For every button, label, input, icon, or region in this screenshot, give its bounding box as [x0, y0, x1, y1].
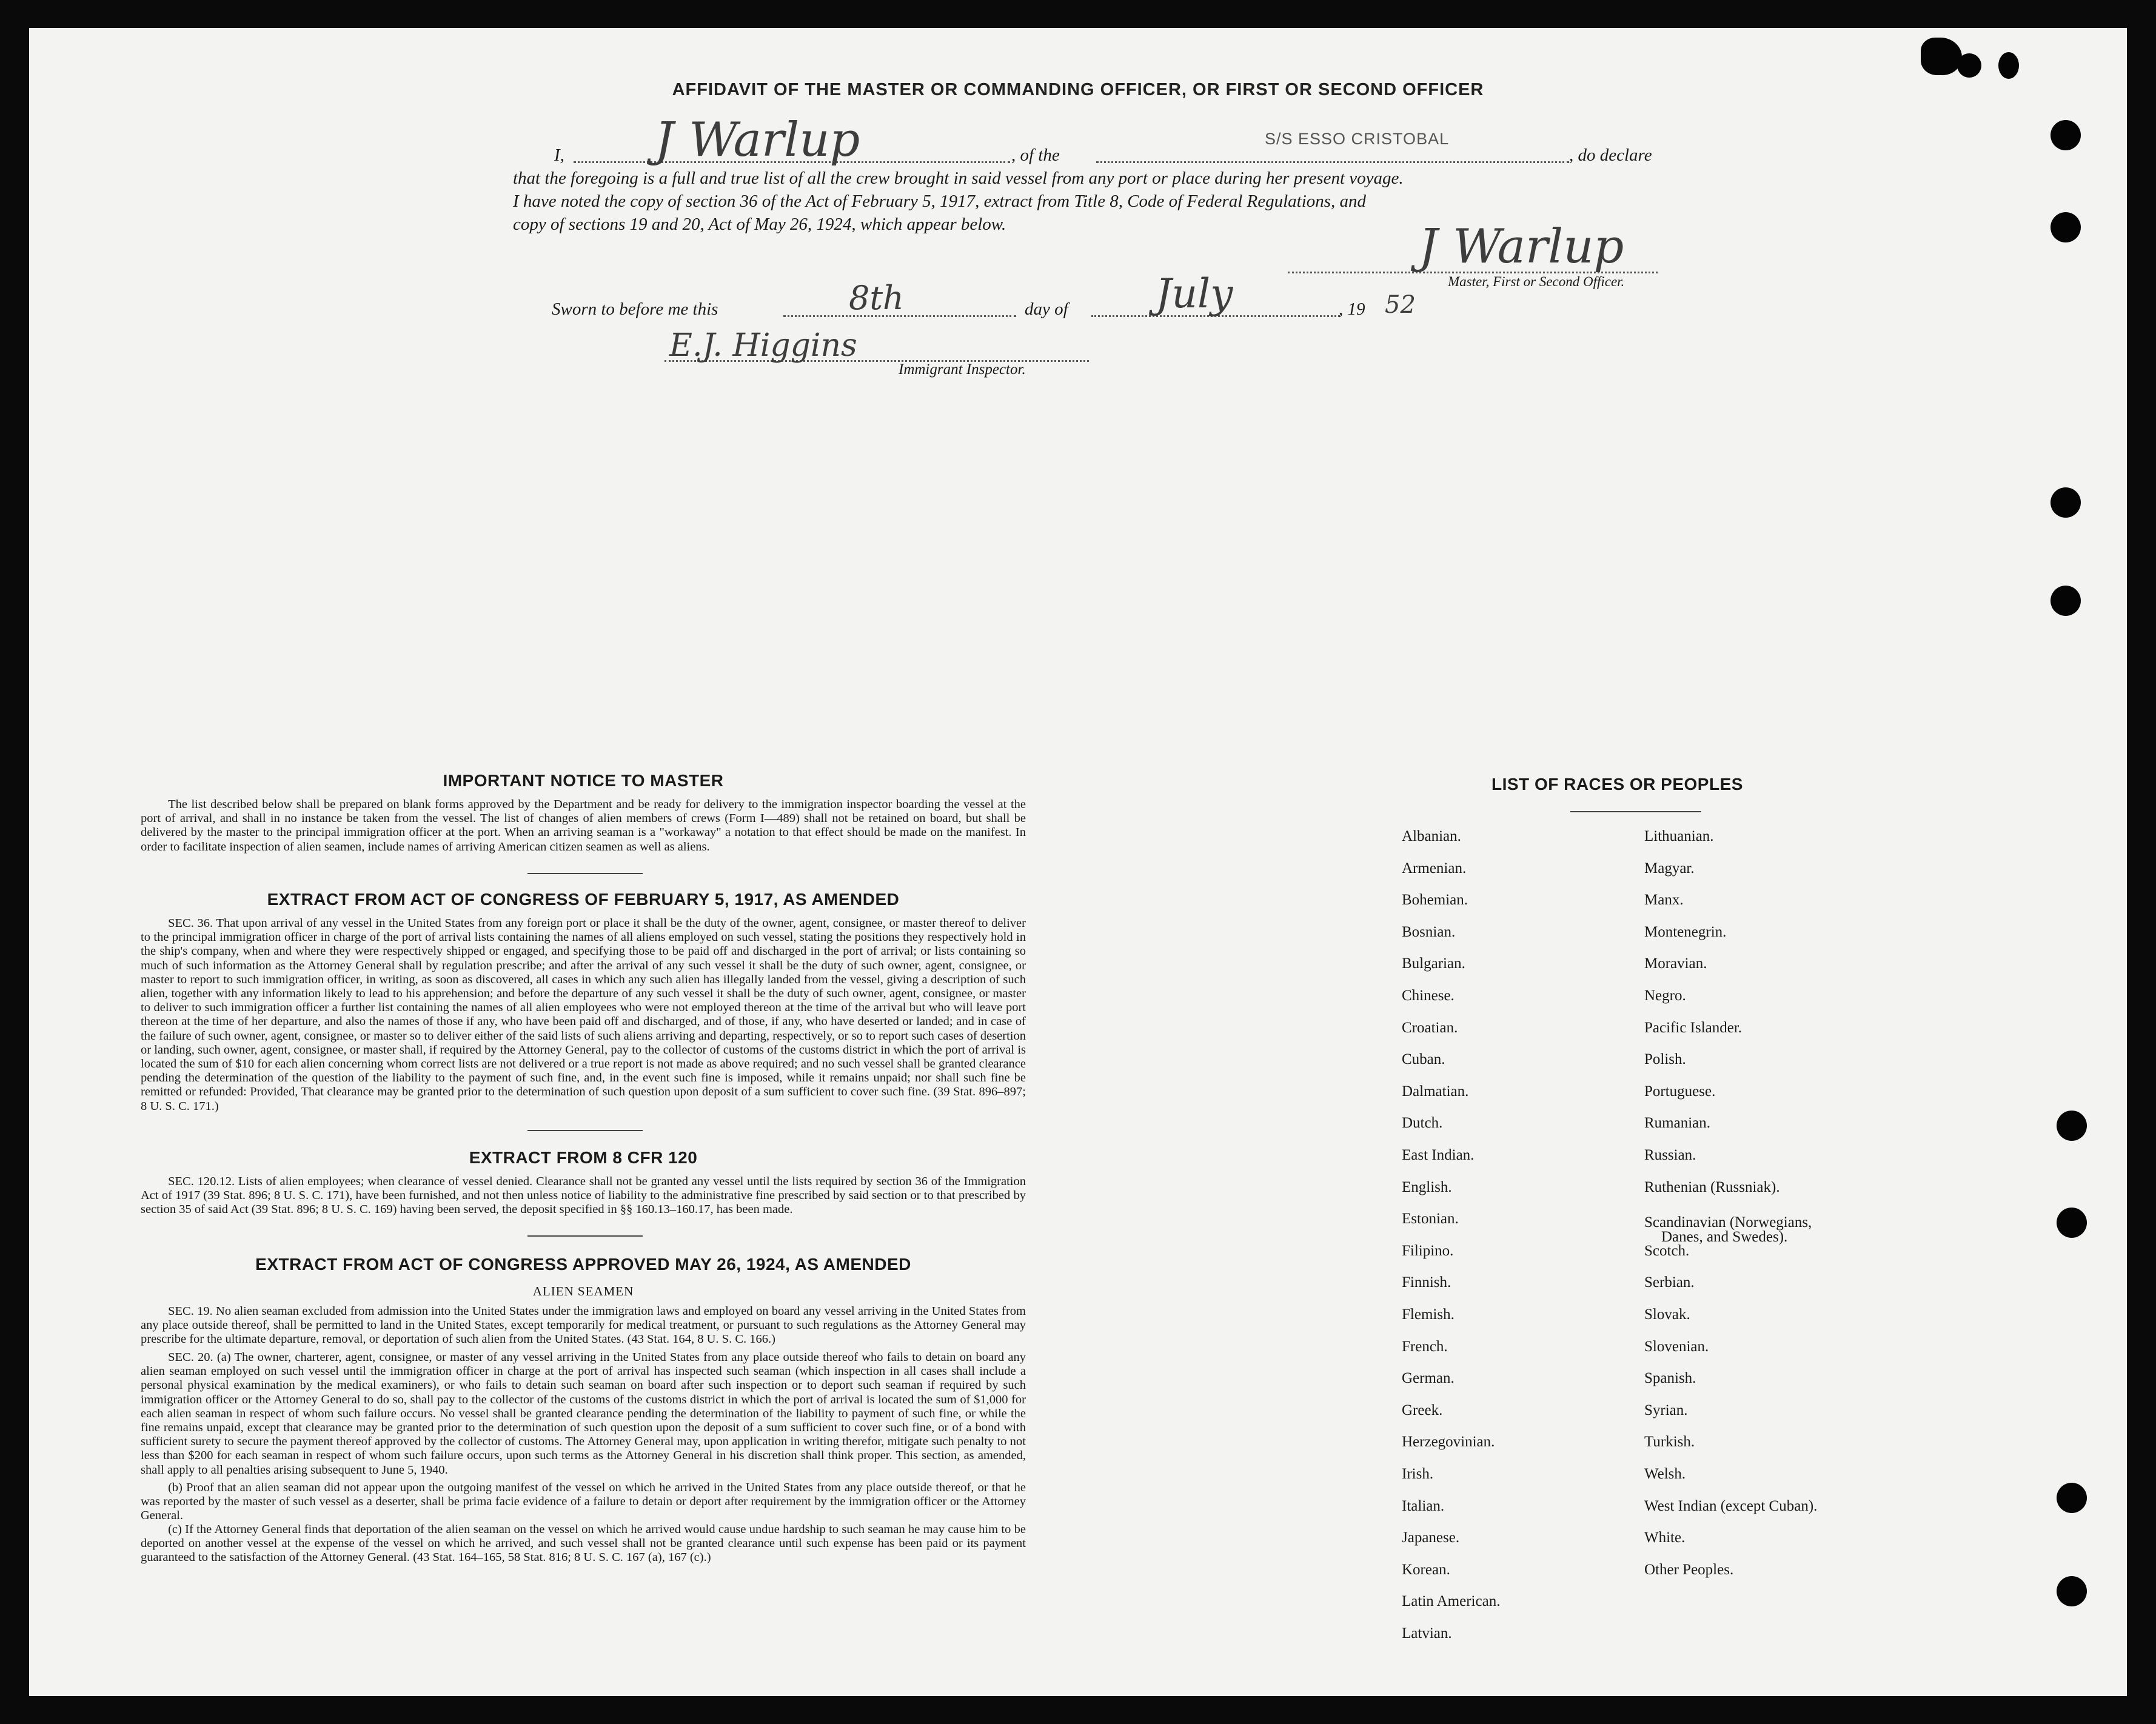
- affidavit-line-4: copy of sections 19 and 20, Act of May 26, 1924, which appear below.: [513, 215, 1006, 234]
- race-item: Slovenian.: [1644, 1338, 1709, 1355]
- ink-blot: [1957, 53, 1981, 78]
- vessel-name-line: [1096, 161, 1569, 163]
- cfr-heading: EXTRACT FROM 8 CFR 120: [469, 1148, 698, 1167]
- alien-seamen-subheading: ALIEN SEAMEN: [532, 1284, 634, 1298]
- race-item: Dutch.: [1402, 1115, 1443, 1132]
- affidavit-do-declare: , do declare: [1569, 145, 1652, 165]
- extract-1917-body: SEC. 36. That upon arrival of any vessel in the United States from any foreign port or place it shall be the duty of the owner, agent, consignee, or master thereof to deliver to the principal immigration officer in charge of the port of arrival lists containing the names of all aliens employed on such vessel, stating the positions they respectively hold in the ship's company, when and where they were respectively shipped or engaged, and specifying those to be paid off and discharged in the port of arrival; or lists containing so much of such information as the Attorney General shall by regulation prescribe; and after the arrival of any such vessel it shall be the duty of such owner, agent, consignee, or master to report to such immigration officer, in writing, as soon as discovered, all cases in which any such alien has illegally landed from the vessel, giving a description of such alien, together with any information likely to lead to his apprehension; and before the departure of any such vessel it shall be the duty of such owner, agent, consignee, or master to deliver to such immigration officer a further list containing the names of all alien employees who were not employed thereon at the time of the arrival but who will leave port thereon at the time of her departure, and also the names of those if any, who have been paid off and discharged, and of those, if any, who have deserted or landed; and in case of the failure of such owner, agent, consignee, or master so to deliver either of the said lists of such aliens arriving and departing, respectively, or so to report such cases of desertion or landing, such owner, agent, consignee, or master shall, if required by the Attorney General, pay to the collector of customs of the customs district in which the port of arrival is located the sum of $10 for each alien concerning whom correct lists are not delivered or a true report is not made as above required; and no such vessel shall be granted clearance pending the determination of the question of the liability to the payment of such fine, and, in the event such fine is imposed, while it remains unpaid; nor shall such fine be remitted or refunded: Provided, That clearance may be granted prior to the determination of such question upon deposit of a sum sufficient to cover such fine. (39 Stat. 896–897; 8 U. S. C. 171.): [141, 917, 1026, 1113]
- cfr-body: SEC. 120.12. Lists of alien employees; when clearance of vessel denied. Clearance shall not be granted any vessel until the lists required by section 36 of the Immigration Act of 1917 (39 Stat. 896; 8 U. S. C. 171), have been furnished, and not then unless notice of liability to the administrative fine prescribed by said section or to that prescribed by section 35 of said Act (39 Stat. 896; 8 U. S. C. 169) having been served, the deposit specified in §§ 160.13–160.17, has been made.: [141, 1175, 1026, 1217]
- punch-hole: [2057, 1576, 2087, 1606]
- race-item: Flemish.: [1402, 1306, 1455, 1323]
- sworn-day: 8th: [849, 279, 904, 317]
- race-item: Bosnian.: [1402, 923, 1456, 940]
- sec-20a-text: SEC. 20. (a) The owner, charterer, agent, consignee, or master of any vessel arriving in the United States from any place outside thereof who fails to detain on board any alien seaman employed on such vessel until the immigration officer in charge at the port of arrival has inspected such seaman (which inspection in all cases shall include a personal physical examination by the medical examiners), or who fails to detain such seaman on board after such inspection or to deport such seaman if required by such immigration officer or the Attorney General to do so, shall pay to the collector of the customs of the customs district in which the port of arrival is located the sum of $1,000 for each alien seaman in respect of whom such failure occurs. No vessel shall be granted clearance pending the determination of the liability to payment of such fine, or while the fine remains unpaid, except that clearance may be granted prior to the determination of such question upon the deposit of a sum sufficient to cover such fine, or of a bond with sufficient surety to secure the payment thereof approved by the collector of customs. The Attorney General may, upon application in writing therefor, mitigate such penalty to not less than $200 for each seaman in respect of whom such failure occurs, upon such terms as the Attorney General in his discretion shall think proper. This section, as amended, shall apply to all penalties arising subsequent to June 5, 1940.: [141, 1351, 1026, 1477]
- race-item: French.: [1402, 1338, 1448, 1355]
- race-item: English.: [1402, 1178, 1452, 1195]
- race-item: Latin American.: [1402, 1593, 1501, 1610]
- affidavit-of-the: , of the: [1011, 145, 1060, 165]
- race-item: Russian.: [1644, 1147, 1696, 1163]
- race-item: East Indian.: [1402, 1147, 1475, 1163]
- punch-hole: [2051, 586, 2081, 616]
- ink-blot: [1998, 52, 2019, 79]
- race-item: Magyar.: [1644, 860, 1695, 877]
- sworn-prefix: Sworn to before me this: [552, 299, 718, 319]
- race-item: Armenian.: [1402, 860, 1467, 877]
- race-item: Lithuanian.: [1644, 828, 1714, 844]
- sec-20c-text: (c) If the Attorney General finds that deportation of the alien seaman on the vessel on which he arrived would cause undue hardship to such seaman he may cause him to be deported on another vessel at the expense of the vessel on which he arrived, and such vessel shall not be granted clearance until such expense has been paid or its payment guaranteed to the satisfaction of the Attorney General. (43 Stat. 164–165, 58 Stat. 816; 8 U. S. C. 167 (a), 167 (c).): [141, 1523, 1026, 1565]
- race-item: Welsh.: [1644, 1466, 1686, 1482]
- race-item: Dalmatian.: [1402, 1083, 1469, 1100]
- punch-hole: [2051, 212, 2081, 242]
- race-item: Filipino.: [1402, 1242, 1454, 1259]
- race-item: Latvian.: [1402, 1625, 1452, 1642]
- divider: [1570, 811, 1701, 812]
- race-item: Cuban.: [1402, 1051, 1445, 1068]
- vessel-name: S/S ESSO CRISTOBAL: [1265, 130, 1450, 148]
- race-item: Rumanian.: [1644, 1115, 1711, 1132]
- divider: [527, 873, 643, 874]
- race-item: Japanese.: [1402, 1529, 1460, 1546]
- extract-1917-heading: EXTRACT FROM ACT OF CONGRESS OF FEBRUARY 5, 1917, AS AMENDED: [267, 890, 900, 909]
- race-item: White.: [1644, 1529, 1686, 1546]
- race-item: Manx.: [1644, 892, 1684, 909]
- punch-hole: [2057, 1111, 2087, 1141]
- race-item: Polish.: [1644, 1051, 1686, 1068]
- race-item: Montenegrin.: [1644, 923, 1727, 940]
- punch-hole: [2057, 1483, 2087, 1513]
- affidavit-heading: AFFIDAVIT OF THE MASTER OR COMMANDING OFFICER, OR FIRST OR SECOND OFFICER: [672, 80, 1484, 99]
- races-heading: LIST OF RACES OR PEOPLES: [1491, 775, 1743, 794]
- race-item: Syrian.: [1644, 1402, 1688, 1418]
- notice-heading: IMPORTANT NOTICE TO MASTER: [443, 771, 724, 790]
- extract-1924-heading: EXTRACT FROM ACT OF CONGRESS APPROVED MAY 26, 1924, AS AMENDED: [255, 1255, 911, 1274]
- race-item: Greek.: [1402, 1402, 1443, 1418]
- inspector-signature: E.J. Higgins: [669, 327, 857, 364]
- race-item: Portuguese.: [1644, 1083, 1716, 1100]
- race-item: Herzegovinian.: [1402, 1434, 1495, 1451]
- race-item: Scotch.: [1644, 1242, 1690, 1259]
- sec-20b-text: (b) Proof that an alien seaman did not appear upon the outgoing manifest of the vessel on which he arrived in the United States from any place outside thereof, or that he was reported by the master of such vessel as a deserter, shall be prima facie evidence of a failure to detain or deport after requirement by the immigration officer or the Attorney General.: [141, 1481, 1026, 1523]
- race-item: Italian.: [1402, 1497, 1445, 1514]
- race-item: Turkish.: [1644, 1434, 1695, 1451]
- race-item: Other Peoples.: [1644, 1561, 1734, 1578]
- race-item: Korean.: [1402, 1561, 1450, 1578]
- punch-hole: [2051, 120, 2081, 150]
- year-suffix: 52: [1385, 291, 1416, 319]
- race-item: Spanish.: [1644, 1370, 1696, 1387]
- affidavit-line-3: I have noted the copy of section 36 of the Act of February 5, 1917, extract from Title 8, Code of Federal Regulations, and: [513, 192, 1367, 211]
- race-item: Scandinavian (Norwegians,: [1644, 1214, 1812, 1231]
- year-prefix: , 19: [1339, 299, 1365, 319]
- sec-19-text: SEC. 19. No alien seaman excluded from admission into the United States under the immigration laws and employed on board any vessel arriving in the United States from any place outside thereof, shall be permitted to land in the United States, except temporarily for medical treatment, or pursuant to such regulations as the Attorney General may prescribe for the ultimate departure, removal, or deportation of such alien from the United States. (43 Stat. 164, 8 U. S. C. 166.): [141, 1305, 1026, 1346]
- race-item: Croatian.: [1402, 1019, 1458, 1036]
- race-item: Moravian.: [1644, 955, 1707, 972]
- race-item: Serbian.: [1644, 1274, 1695, 1291]
- officer-signature: J Warlup: [655, 113, 860, 167]
- race-item: Irish.: [1402, 1466, 1434, 1482]
- race-item: Slovak.: [1644, 1306, 1690, 1323]
- race-item: Chinese.: [1402, 987, 1455, 1004]
- inspector-caption: Immigrant Inspector.: [899, 361, 1026, 378]
- race-item: Estonian.: [1402, 1211, 1459, 1228]
- race-item: West Indian (except Cuban).: [1644, 1497, 1818, 1514]
- affidavit-line-2: that the foregoing is a full and true list of all the crew brought in said vessel from any port or place during her present voyage.: [513, 169, 1404, 188]
- affidavit-i: I,: [554, 145, 564, 165]
- race-item: Negro.: [1644, 987, 1686, 1004]
- punch-hole: [2051, 487, 2081, 518]
- divider: [527, 1130, 643, 1131]
- race-item: Albanian.: [1402, 828, 1461, 844]
- ink-blot: [1921, 38, 1962, 75]
- race-item: Danes, and Swedes).: [1661, 1228, 1788, 1245]
- divider: [527, 1235, 643, 1237]
- race-item: Ruthenian (Russniak).: [1644, 1178, 1780, 1195]
- punch-hole: [2057, 1208, 2087, 1238]
- master-signature: J Warlup: [1419, 219, 1624, 274]
- race-item: Bohemian.: [1402, 892, 1468, 909]
- race-item: Bulgarian.: [1402, 955, 1465, 972]
- race-item: Finnish.: [1402, 1274, 1451, 1291]
- day-of: day of: [1025, 299, 1068, 319]
- master-caption: Master, First or Second Officer.: [1448, 274, 1625, 289]
- race-item: Pacific Islander.: [1644, 1019, 1743, 1036]
- race-item: German.: [1402, 1370, 1455, 1387]
- notice-body: The list described below shall be prepared on blank forms approved by the Department and be ready for delivery to the immigration inspector boarding the vessel at the port of arrival, and shall in no instance be taken from the vessel. The list of changes of alien members of crews (Form I—489) shall not be retained on board, but shall be delivered by the master to the principal immigration officer at the port. When an arriving seaman is a "workaway" a notation to that effect should be made on the manifest. In order to facilitate inspection of alien seamen, include names of arriving American citizen seamen as well as aliens.: [141, 798, 1026, 854]
- sworn-month: July: [1156, 270, 1233, 317]
